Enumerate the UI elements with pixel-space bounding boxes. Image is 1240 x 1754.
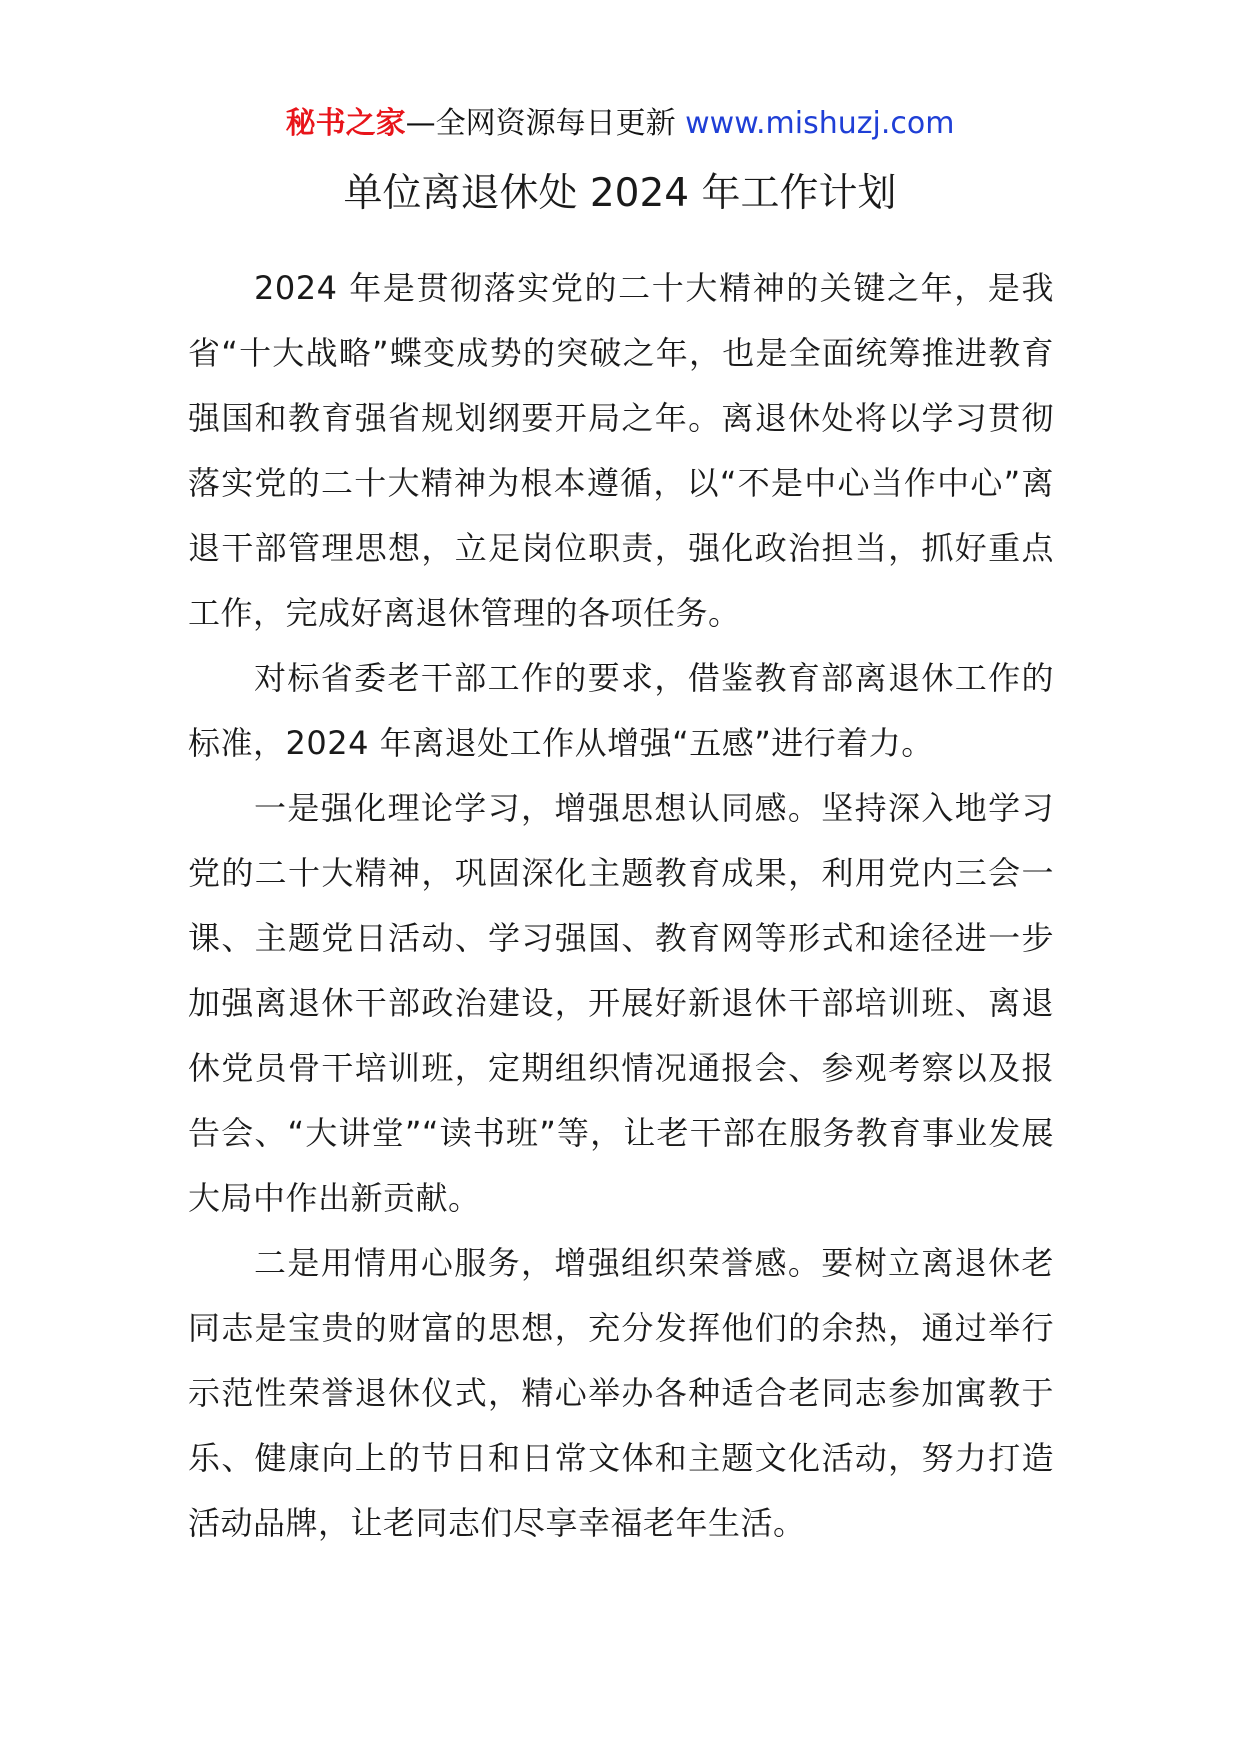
site-header (0, 100, 1240, 148)
paragraph-theory-study: 一是强化理论学习，增强思想认同感。坚持深入地学习党的二十大精神，巩固深化主题教育成果，利用党内三会一课、主题党日活动、学习强国、教育网等形式和途径进一步加强离退休干部政治建设，开展好新退休干部培训班、离退休党员骨干培训班，定期组织情况通报会、参观考察以及报告会、“大讲堂”“读书班”等，让老干部在服务教育事业发展大局中作出新贡献。 (188, 789, 1054, 1217)
paragraph-intro: 2024 年是贯彻落实党的二十大精神的关键之年，是我省“十大战略”蝶变成势的突破之年，也是全面统筹推进教育强国和教育强省规划纲要开局之年。离退休处将以学习贯彻落实党的二十大精神为根本遵循，以“不是中心当作中心”离退干部管理思想，立足岗位职责，强化政治担当，抓好重点工作，完成好离退休管理的各项任务。 (188, 269, 1054, 632)
document-body (188, 256, 1054, 1556)
paragraph-five-senses: 对标省委老干部工作的要求，借鉴教育部离退休工作的标准，2024 年离退处工作从增强“五感”进行着力。 (188, 659, 1054, 762)
paragraph-service: 二是用情用心服务，增强组织荣誉感。要树立离退休老同志是宝贵的财富的思想，充分发挥他们的余热，通过举行示范性荣誉退休仪式，精心举办各种适合老同志参加寓教于乐、健康向上的节日和日常文体和主题文化活动，努力打造活动品牌，让老同志们尽享幸福老年生活。 (188, 1244, 1054, 1542)
document-title: 单位离退休处 2024 年工作计划 (343, 171, 897, 216)
brand-name: 秘书之家 (285, 106, 406, 141)
site-url-link[interactable]: www.mishuzj.com (685, 106, 955, 141)
header-slogan: —全网资源每日更新 (405, 106, 676, 141)
